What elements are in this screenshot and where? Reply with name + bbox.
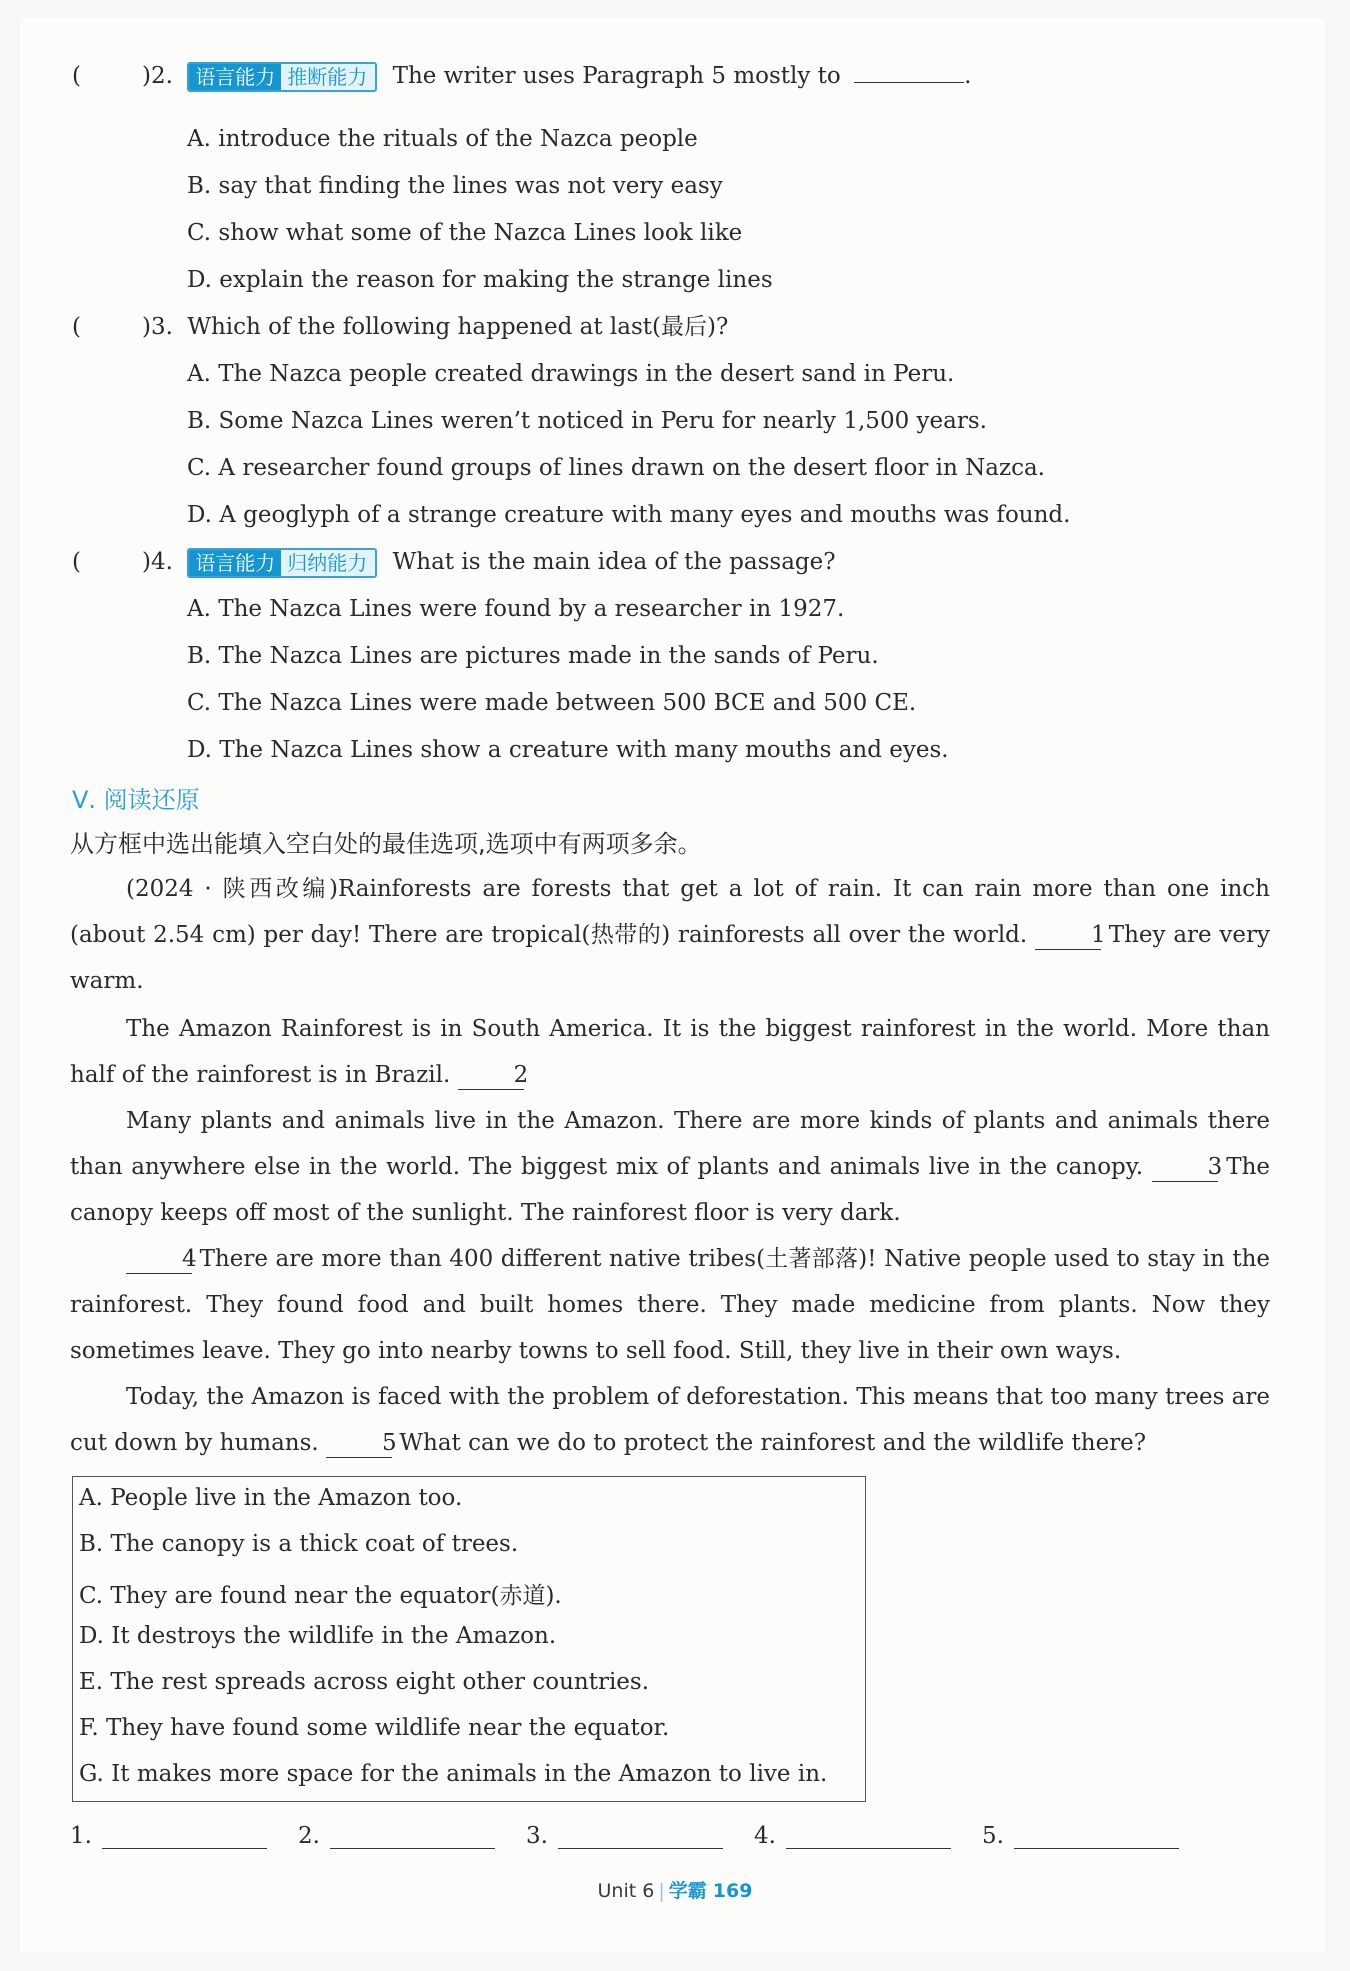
box-option-c[interactable]: C. They are found near the equator(赤道).: [79, 1583, 562, 1609]
q3-option-d[interactable]: D. A geoglyph of a strange creature with many eyes and mouths was found.: [187, 502, 1071, 528]
q2-option-d[interactable]: D. explain the reason for making the strange lines: [187, 267, 773, 293]
q3-option-a[interactable]: A. The Nazca people created drawings in the desert sand in Peru.: [187, 361, 955, 387]
question-2: [72, 60, 971, 92]
answer-blank[interactable]: [854, 60, 964, 83]
instruction: 从方框中选出能填入空白处的最佳选项,选项中有两项多余。: [70, 830, 702, 858]
answer-paren[interactable]: (: [72, 63, 81, 89]
answer-line[interactable]: [558, 1822, 723, 1849]
answer-label: 4.: [754, 1823, 776, 1849]
blank-5[interactable]: 5: [326, 1429, 392, 1458]
blank-3[interactable]: 3: [1152, 1153, 1218, 1182]
skill-tag: [187, 548, 377, 578]
answer-line[interactable]: [330, 1822, 495, 1849]
answer-4[interactable]: [754, 1822, 951, 1849]
answer-paren[interactable]: (: [72, 314, 81, 340]
q4-option-a[interactable]: A. The Nazca Lines were found by a researcher in 1927.: [187, 596, 845, 622]
skill-tag-secondary: 归纳能力: [281, 550, 375, 576]
answer-label: 2.: [298, 1823, 320, 1849]
answer-label: 5.: [982, 1823, 1004, 1849]
footer-separator: |: [658, 1880, 665, 1902]
paragraph-text: The Amazon Rainforest is in South America. It is the biggest rainforest in the world. More than half of the rainforest is in Brazil.: [70, 1016, 1270, 1088]
answer-line[interactable]: [786, 1822, 951, 1849]
q2-option-b[interactable]: B. say that finding the lines was not very easy: [187, 173, 723, 199]
box-option-f[interactable]: F. They have found some wildlife near the equator.: [79, 1715, 670, 1741]
question-number: )3.: [142, 314, 173, 340]
box-option-e[interactable]: E. The rest spreads across eight other countries.: [79, 1669, 650, 1695]
q3-option-c[interactable]: C. A researcher found groups of lines drawn on the desert floor in Nazca.: [187, 455, 1045, 481]
passage-paragraph-4: [70, 1236, 1270, 1374]
paragraph-text: They are very warm.: [70, 922, 1270, 994]
paragraph-text: There are more than 400 different native tribes(土著部落)! Native people used to stay in the rainforest. They found food and built homes there. They made medicine from plants. Now they sometimes leave. They go into nearby towns to sell food. Still, they live in their own ways.: [70, 1246, 1270, 1364]
stem-tail: .: [964, 63, 972, 89]
question-stem: What is the main idea of the passage?: [392, 549, 836, 575]
answer-label: 1.: [70, 1823, 92, 1849]
answer-paren[interactable]: (: [72, 549, 81, 575]
paragraph-text: What can we do to protect the rainforest and the wildlife there?: [399, 1430, 1147, 1456]
page-number: 169: [712, 1880, 753, 1902]
answer-2[interactable]: [298, 1822, 495, 1849]
question-3: [72, 312, 728, 342]
paragraph-text: Today, the Amazon is faced with the problem of deforestation. This means that too many trees are cut down by humans.: [70, 1384, 1270, 1456]
answer-5[interactable]: [982, 1822, 1179, 1849]
question-stem: The writer uses Paragraph 5 mostly to: [392, 63, 841, 89]
answer-line[interactable]: [1014, 1822, 1179, 1849]
passage-paragraph-1: [70, 866, 1270, 1004]
section-title: Ⅴ. 阅读还原: [72, 786, 200, 814]
q2-option-a[interactable]: A. introduce the rituals of the Nazca people: [187, 126, 698, 152]
answer-1[interactable]: [70, 1822, 267, 1849]
q4-option-c[interactable]: C. The Nazca Lines were made between 500 BCE and 500 CE.: [187, 690, 917, 716]
skill-tag-secondary: 推断能力: [281, 64, 375, 90]
q2-option-c[interactable]: C. show what some of the Nazca Lines look like: [187, 220, 743, 246]
paragraph-text: The canopy keeps off most of the sunlight. The rainforest floor is very dark.: [70, 1154, 1271, 1226]
answer-label: 3.: [526, 1823, 548, 1849]
passage-paragraph-3: [70, 1098, 1270, 1236]
q3-option-b[interactable]: B. Some Nazca Lines weren’t noticed in Peru for nearly 1,500 years.: [187, 408, 987, 434]
question-number: )4.: [142, 549, 173, 575]
box-option-g[interactable]: G. It makes more space for the animals in the Amazon to live in.: [79, 1761, 828, 1787]
footer-unit: Unit 6: [597, 1880, 655, 1902]
q4-option-d[interactable]: D. The Nazca Lines show a creature with many mouths and eyes.: [187, 737, 949, 763]
blank-4[interactable]: 4: [126, 1245, 192, 1274]
page-footer: [0, 1876, 1350, 1903]
paragraph-text: Many plants and animals live in the Amazon. There are more kinds of plants and animals there than anywhere else in the world. The biggest mix of plants and animals live in the canopy.: [70, 1108, 1270, 1180]
box-option-a[interactable]: A. People live in the Amazon too.: [79, 1485, 463, 1511]
answer-3[interactable]: [526, 1822, 723, 1849]
answer-line[interactable]: [102, 1822, 267, 1849]
question-stem: Which of the following happened at last(最后)?: [187, 314, 729, 340]
passage-paragraph-5: [70, 1374, 1270, 1466]
question-number: )2.: [142, 63, 173, 89]
skill-tag-primary: 语言能力: [189, 550, 281, 576]
blank-1[interactable]: 1: [1035, 921, 1101, 950]
skill-tag: [187, 62, 377, 92]
box-option-b[interactable]: B. The canopy is a thick coat of trees.: [79, 1531, 519, 1557]
box-option-d[interactable]: D. It destroys the wildlife in the Amazon.: [79, 1623, 557, 1649]
options-box: [72, 1476, 866, 1802]
footer-brand: 学霸: [668, 1880, 707, 1902]
blank-2[interactable]: 2: [458, 1061, 524, 1090]
q4-option-b[interactable]: B. The Nazca Lines are pictures made in the sands of Peru.: [187, 643, 879, 669]
passage-paragraph-2: [70, 1006, 1270, 1098]
skill-tag-primary: 语言能力: [189, 64, 281, 90]
question-4: [72, 547, 836, 578]
paragraph-text: (2024 · 陕西改编)Rainforests are forests that get a lot of rain. It can rain more than one inch (about 2.54 cm) per day! There are tropical(热带的) rainforests all over the world.: [70, 876, 1270, 948]
